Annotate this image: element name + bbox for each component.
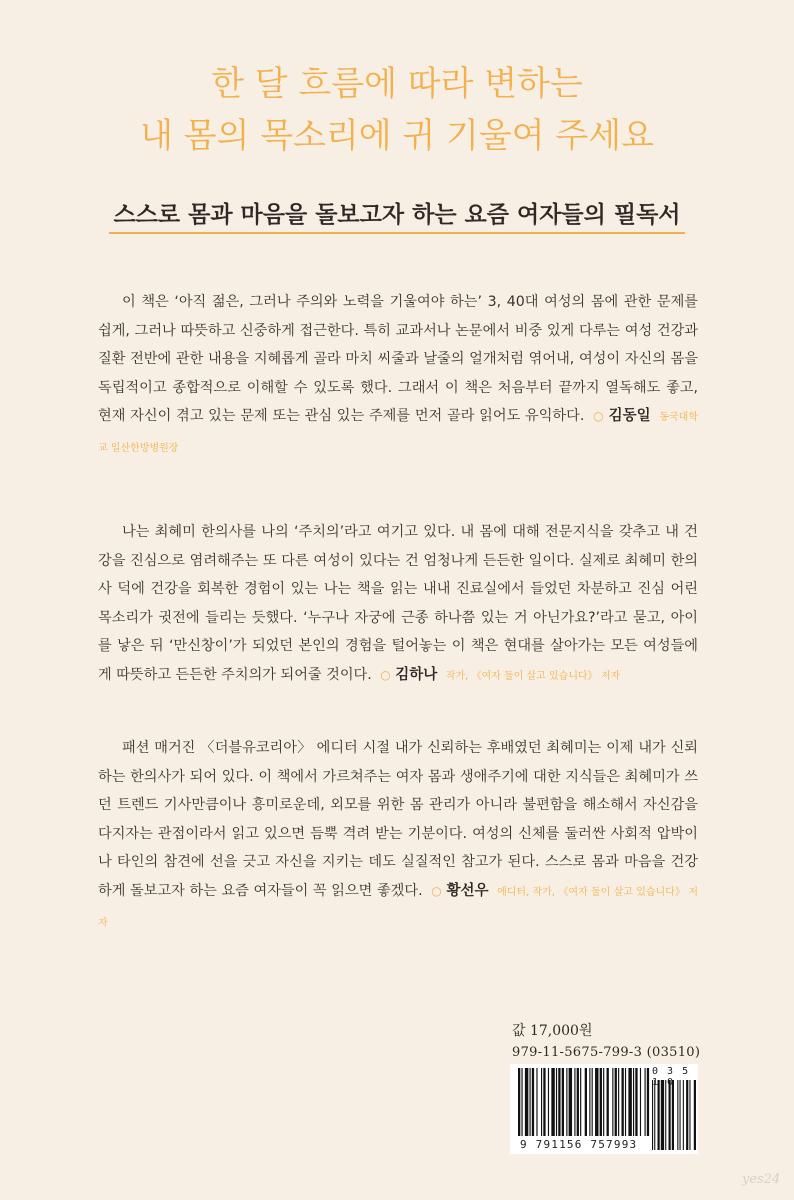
barcode-digits: 9 791156 757993	[520, 1138, 638, 1151]
barcode-addon: 0 3 5 1 0	[652, 1066, 690, 1088]
barcode	[510, 1064, 698, 1154]
blurb-2	[98, 518, 698, 692]
blurb-1-author: 김동일	[608, 408, 651, 425]
subheadline-text: 스스로 몸과 마음을 돌보고자 하는 요즘 여자들의 필독서	[109, 196, 684, 234]
price: 값 17,000원	[512, 1023, 593, 1039]
bullet-circle-icon: ○	[380, 667, 391, 682]
blurb-2-text: 나는 최혜미 한의사를 나의 ‘주치의’라고 여기고 있다. 내 몸에 대해 전문지식을 갖추고 내 건강을 진심으로 염려해주는 또 다른 여성이 있다는 건 엄청나게 든든한 일이다. 실제로 최혜미 한의사 덕에 건강을 회복한 경험이 있는 나는 책을 읽는 내내 진료실에서 들었던 차분하고 진심 어린 목소리가 귓전에 들리는 듯했다. ‘누구나 자궁에 근종 하나쯤 있는 거 아닌가요?’라고 묻고, 아이를 낳은 뒤 ‘만신창이’가 되었던 본인의 경험을 털어놓는 이 책은 현대를 살아가는 모든 여성들에게 따뜻하고 든든한 주치의가 되어줄 것이다.	[98, 524, 698, 683]
headline	[0, 58, 794, 162]
subheadline	[0, 196, 794, 234]
blurb-3	[98, 734, 698, 938]
bullet-circle-icon: ○	[593, 409, 604, 424]
blurb-2-author: 김하나	[395, 666, 438, 683]
bullet-circle-icon: ○	[431, 883, 442, 898]
blurb-1	[98, 288, 698, 464]
headline-line-1: 한 달 흐름에 따라 변하는	[211, 64, 583, 104]
blurb-3-role: 에디터, 작가, 《여자 둘이 살고 있습니다》 저자	[98, 886, 699, 929]
isbn: 979-11-5675-799-3 (03510)	[512, 1045, 701, 1060]
watermark: yes24	[742, 1172, 781, 1187]
blurb-2-role: 작가, 《여자 둘이 살고 있습니다》 저자	[445, 670, 621, 682]
blurb-3-author: 황선우	[446, 882, 489, 899]
blurb-1-text: 이 책은 ‘아직 젊은, 그러나 주의와 노력을 기울여야 하는’ 3, 40대 여성의 몸에 관한 문제를 쉽게, 그러나 따뜻하고 신중하게 접근한다. 특히 교과서나 논문에서 비중 있게 다루는 여성 건강과 질환 전반에 관한 내용을 지혜롭게 골라 마치 씨줄과 날줄의 얼개처럼 엮어내, 여성이 자신의 몸을 독립적이고 종합적으로 이해할 수 있도록 했다. 그래서 이 책은 처음부터 끝까지 열독해도 좋고, 현재 자신이 겪고 있는 문제 또는 관심 있는 주제를 먼저 골라 읽어도 유익하다.	[98, 294, 698, 425]
blurb-3-text: 패션 매거진 〈더블유코리아〉 에디터 시절 내가 신뢰하는 후배였던 최혜미는 이제 내가 신뢰하는 한의사가 되어 있다. 이 책에서 가르쳐주는 여자 몸과 생애주기에 대한 지식들은 최혜미가 쓰던 트렌드 기사만큼이나 흥미로운데, 외모를 위한 몸 관리가 아니라 불편함을 해소해서 자신감을 다지자는 관점이라서 읽고 있으면 듬뿍 격려 받는 기분이다. 여성의 신체를 둘러싼 사회적 압박이나 타인의 참견에 선을 긋고 자신을 지키는 데도 실질적인 참고가 된다. 스스로 몸과 마음을 건강하게 돌보고자 하는 요즘 여자들이 꼭 읽으면 좋겠다.	[98, 740, 698, 899]
blurb-1-role: 동국대학교 일산한방병원장	[98, 412, 698, 454]
headline-line-2: 내 몸의 목소리에 귀 기울여 주세요	[140, 116, 654, 156]
